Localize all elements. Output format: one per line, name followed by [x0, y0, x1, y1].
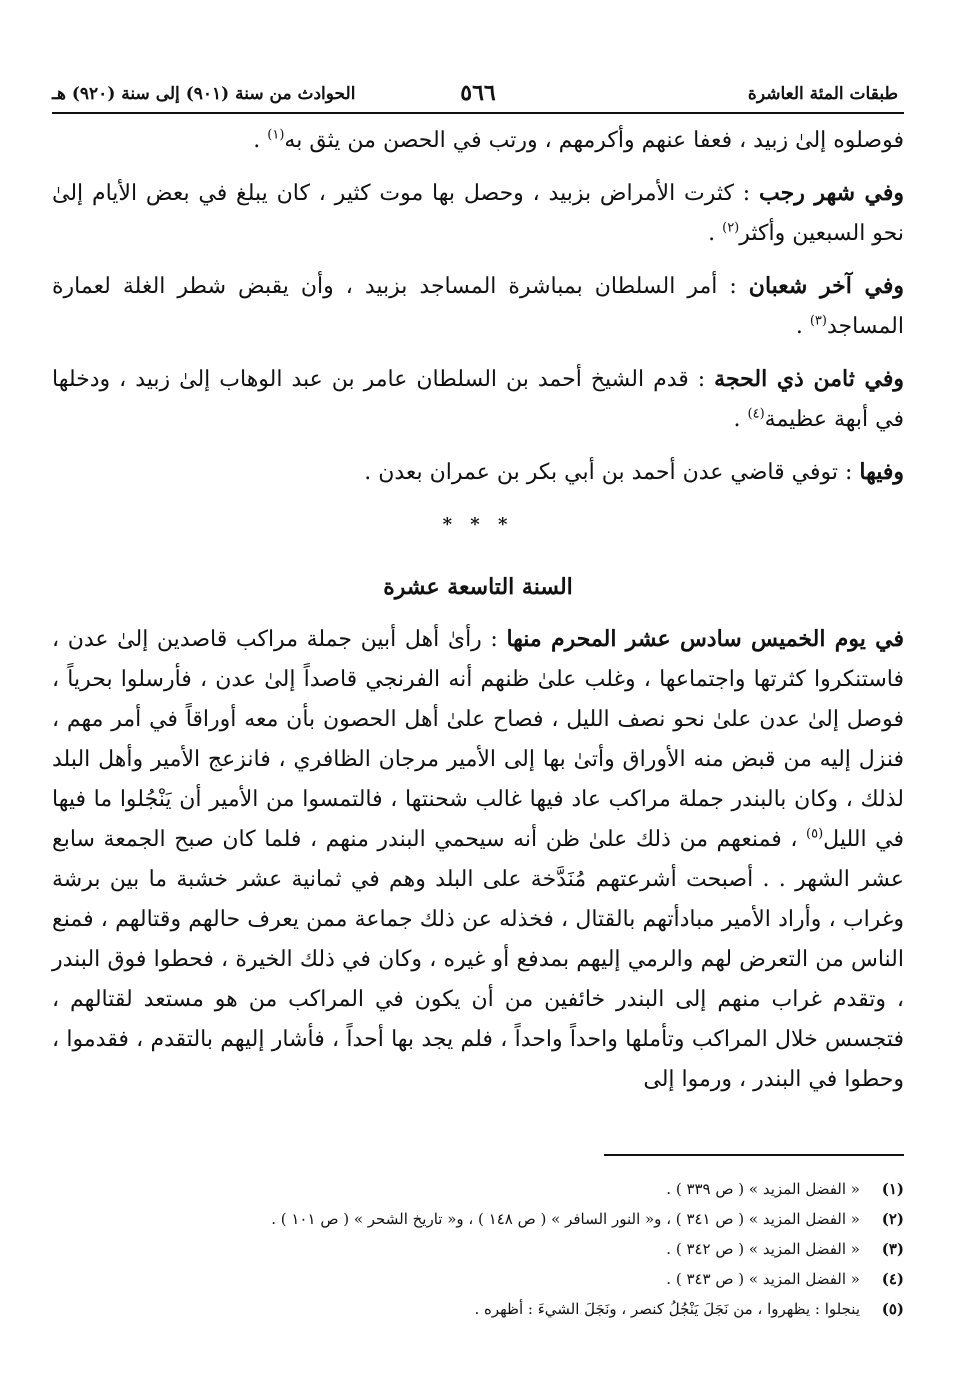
footnote-ref[interactable]: (١) [267, 127, 285, 143]
paragraph [52, 266, 904, 347]
paragraph-lead: وفي ثامن ذي الحجة [714, 366, 904, 392]
paragraph-lead: وفي آخر شعبان [748, 273, 904, 299]
footnote-ref[interactable]: (٥) [806, 826, 824, 842]
paragraph-text: : قدم الشيخ أحمد بن السلطان عامر بن عبد الوهاب إلىٰ زبيد ، ودخلها في أبهة عظيمة [52, 367, 904, 432]
footnote-number: (٢) [881, 1210, 904, 1228]
footnote-ref[interactable]: (٢) [722, 220, 740, 236]
footnote [52, 1174, 904, 1204]
footnote-text: « الفضل المزيد » ( ص ٣٤١ ) ، و« النور السافر » ( ص ١٤٨ ) ، و« تاريخ الشحر » ( ص ١٠١ ) . [271, 1210, 860, 1228]
paragraph [52, 452, 904, 493]
paragraph-end: . [795, 314, 810, 339]
footnote-text: « الفضل المزيد » ( ص ٣٣٩ ) . [666, 1180, 860, 1198]
paragraph-text: : توفي قاضي عدن أحمد بن أبي بكر بن عمران بعدن . [364, 460, 860, 485]
footnote-ref[interactable]: (٤) [747, 406, 765, 422]
footnote-text: « الفضل المزيد » ( ص ٣٤٣ ) . [666, 1270, 860, 1288]
paragraph [52, 120, 904, 161]
footnote-number: (٥) [881, 1300, 904, 1318]
paragraph-end: . [253, 128, 268, 153]
paragraph-text-continued: ، فمنعهم من ذلك علىٰ ظن أنه سيحمي البندر منهم ، فلما كان صبح الجمعة سابع عشر الشهر . . أصبحت أشرعتهم مُنَدَّخة على البلد وهم في ثمانية عشر خشبة ما بين برشة وغراب ، وأراد الأمير مبادأتهم بالقتال ، فخذله عن ذلك جماعة ممن يعرف حالهم وقتالهم ، فمنع الناس من التعرض لهم والرمي إليهم بمدفع أو غيره ، وكان في ذلك الخيرة ، فحطوا فوق البندر ، وتقدم غراب منهم إلى البندر خائفين من أن يكون في المراكب من هو مستعد لقتالهم ، فتجسس خلال المراكب وتأملها واحداً واحداً ، فلم يجد بها أحداً ، فأشار إليهم بالتقدم ، فقدموا ، وحطوا في البندر ، ورموا إلى [52, 827, 904, 1092]
paragraph-lead: في يوم الخميس سادس عشر المحرم منها [506, 626, 904, 652]
footnote [52, 1204, 904, 1234]
paragraph [52, 173, 904, 254]
paragraph [52, 619, 904, 1100]
footnote-divider [604, 1154, 904, 1156]
footnote-number: (٣) [881, 1240, 904, 1258]
footnote-text: « الفضل المزيد » ( ص ٣٤٢ ) . [666, 1240, 860, 1258]
main-text [52, 120, 904, 1100]
paragraph-lead: وفي شهر رجب [759, 180, 904, 206]
paragraph [52, 359, 904, 440]
section-title: السنة التاسعة عشرة [383, 574, 573, 600]
paragraph-text: : كثرت الأمراض بزبيد ، وحصل بها موت كثير ، كان يبلغ في بعض الأيام إلىٰ نحو السبعين وأكثر [52, 181, 904, 246]
paragraph-text: : رأىٰ أهل أبين جملة مراكب قاصدين إلىٰ عدن ، فاستنكروا كثرتها واجتماعها ، وغلب علىٰ ظنهم أنه الفرنجي قاصداً إلىٰ عدن ، فأرسلوا بحرياً ، فوصل إلىٰ عدن علىٰ نحو نصف الليل ، فصاح علىٰ أهل الحصون بأن معه أوراقاً في أمر مهم ، فنزل إليه من قبض منه الأوراق وأتىٰ بها إلى الأمير مرجان الظافري ، فانزعج الأمير وأهل البلد لذلك ، وكان بالبندر جملة مراكب عاد فيها غالب شحنتها ، فالتمسوا من الأمير أن يَنْجُلوا ما فيها في الليل [52, 627, 904, 852]
page-number: ٥٦٦ [460, 80, 496, 106]
paragraph-text: فوصلوه إلىٰ زبيد ، فعفا عنهم وأكرمهم ، ورتب في الحصن من يثق به [284, 128, 904, 153]
footnote-ref[interactable]: (٣) [809, 313, 827, 329]
footnote [52, 1234, 904, 1264]
paragraph-text: : أمر السلطان بمباشرة المساجد بزبيد ، وأن يقبض شطر الغلة لعمارة المساجد [52, 274, 904, 339]
footnote-number: (٤) [881, 1270, 904, 1288]
running-header [52, 78, 904, 114]
footnote-number: (١) [881, 1180, 904, 1198]
footnotes [52, 1174, 904, 1324]
footnote-text: ينجلوا : يظهروا ، من نَجَلَ يَنْجُلُ كنصر ، ونَجَلَ الشيءَ : أظهره . [474, 1300, 860, 1318]
section-range: الحوادث من سنة (٩٠١) إلى سنة (٩٢٠) هـ [52, 84, 356, 104]
paragraph-end: . [733, 407, 748, 432]
footnote [52, 1294, 904, 1324]
paragraph-lead: وفيها [859, 459, 904, 485]
section-separator: * * * [442, 514, 514, 535]
paragraph-end: . [708, 221, 723, 246]
book-title: طبقات المئة العاشرة [747, 84, 898, 104]
book-page [52, 78, 904, 1368]
footnote [52, 1264, 904, 1294]
